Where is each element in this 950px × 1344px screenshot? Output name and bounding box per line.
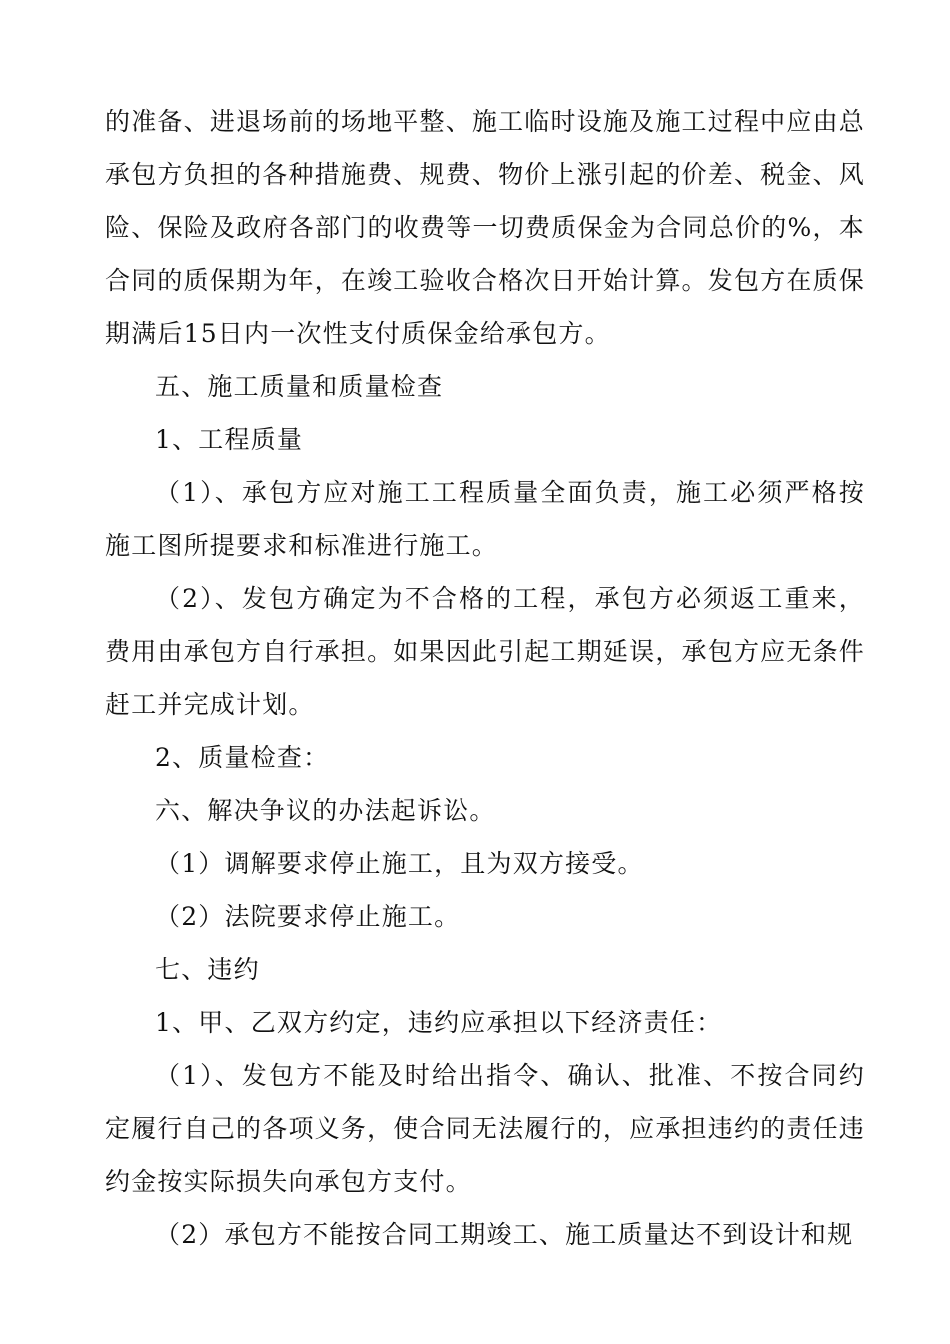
- section-heading-breach: 七、违约: [155, 955, 260, 984]
- paragraph-quality-item-2: （2）、发包方确定为不合格的工程，承包方必须返工重来，费用由承包方自行承担。如果因此引起工期延误，承包方应无条件赶工并完成计划。: [105, 584, 865, 719]
- section-heading-quality: 五、施工质量和质量检查: [155, 372, 444, 401]
- section-heading-dispute: 六、解决争议的办法起诉讼。: [155, 796, 496, 825]
- paragraph-continuation: 的准备、进退场前的场地平整、施工临时设施及施工过程中应由总承包方负担的各种措施费、规费、物价上涨引起的价差、税金、风险、保险及政府各部门的收费等一切费质保金为合同总价的%，本合同的质保期为年，在竣工验收合格次日开始计算。发包方在质保期满后15日内一次性支付质保金给承包方。: [105, 107, 865, 348]
- subheading-engineering-quality: 1、工程质量: [155, 425, 304, 454]
- paragraph-dispute-item-1: （1）调解要求停止施工，且为双方接受。: [155, 849, 644, 878]
- subheading-quality-inspection: 2、质量检查：: [155, 743, 330, 772]
- paragraph-breach-item-1: （1）、发包方不能及时给出指令、确认、批准、不按合同约定履行自己的各项义务，使合同无法履行的，应承担违约的责任违约金按实际损失向承包方支付。: [105, 1061, 865, 1196]
- paragraph-breach-agreement: 1、甲、乙双方约定，违约应承担以下经济责任：: [155, 1008, 723, 1037]
- paragraph-breach-item-2: （2）承包方不能按合同工期竣工、施工质量达不到设计和规: [155, 1220, 854, 1249]
- paragraph-quality-item-1: （1）、承包方应对施工工程质量全面负责，施工必须严格按施工图所提要求和标准进行施工。: [105, 478, 865, 560]
- contract-body-text: [105, 95, 865, 1261]
- paragraph-dispute-item-2: （2）法院要求停止施工。: [155, 902, 461, 931]
